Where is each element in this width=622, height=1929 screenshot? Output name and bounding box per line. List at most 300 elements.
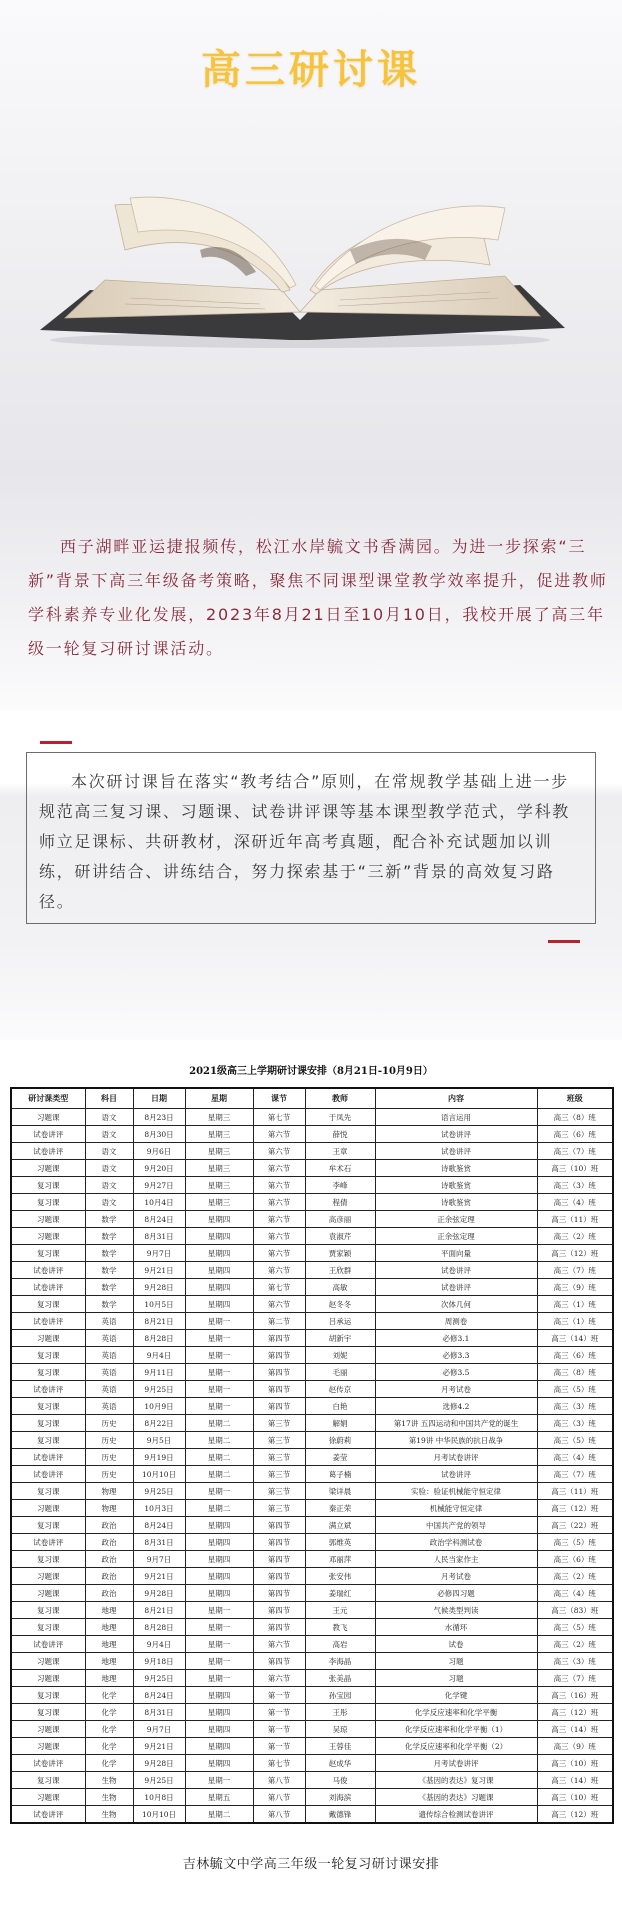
cell-subject: 地理 — [85, 1670, 133, 1687]
cell-teacher: 徐蔚莉 — [305, 1432, 375, 1449]
col-header-subject: 科目 — [85, 1088, 133, 1109]
cell-period: 第一节 — [253, 1687, 305, 1704]
cell-subject: 历史 — [85, 1415, 133, 1432]
table-row — [11, 1466, 613, 1483]
cell-subject: 语文 — [85, 1143, 133, 1160]
cell-subject: 化学 — [85, 1755, 133, 1772]
cell-weekday: 星期四 — [185, 1517, 253, 1534]
cell-class: 高三（2）班 — [537, 1636, 613, 1653]
goal-box — [26, 752, 596, 924]
cell-content: 必修3.3 — [375, 1347, 537, 1364]
table-row — [11, 1160, 613, 1177]
table-row — [11, 1517, 613, 1534]
cell-content: 试卷讲评 — [375, 1466, 537, 1483]
cell-teacher: 刘海滨 — [305, 1789, 375, 1806]
cell-date: 10月10日 — [133, 1466, 185, 1483]
cell-content: 试卷讲评 — [375, 1279, 537, 1296]
cell-teacher: 高彦丽 — [305, 1211, 375, 1228]
cell-subject: 英语 — [85, 1398, 133, 1415]
cell-period: 第四节 — [253, 1585, 305, 1602]
table-row — [11, 1313, 613, 1330]
cell-period: 第四节 — [253, 1381, 305, 1398]
cell-period: 第四节 — [253, 1398, 305, 1415]
table-row — [11, 1194, 613, 1211]
cell-type: 复习课 — [11, 1772, 85, 1789]
cell-type: 习题课 — [11, 1585, 85, 1602]
table-row — [11, 1330, 613, 1347]
cell-subject: 物理 — [85, 1483, 133, 1500]
cell-subject: 语文 — [85, 1177, 133, 1194]
cell-weekday: 星期一 — [185, 1670, 253, 1687]
table-row — [11, 1483, 613, 1500]
intro-section — [0, 470, 622, 710]
cell-content: 人民当家作主 — [375, 1551, 537, 1568]
cell-type: 复习课 — [11, 1398, 85, 1415]
cell-weekday: 星期四 — [185, 1585, 253, 1602]
cell-class: 高三（16）班 — [537, 1687, 613, 1704]
cell-weekday: 星期一 — [185, 1483, 253, 1500]
table-row — [11, 1449, 613, 1466]
cell-type: 试卷讲评 — [11, 1313, 85, 1330]
cell-subject: 生物 — [85, 1772, 133, 1789]
cell-subject: 化学 — [85, 1687, 133, 1704]
cell-subject: 英语 — [85, 1313, 133, 1330]
cell-teacher: 赵冬冬 — [305, 1296, 375, 1313]
cell-subject: 数学 — [85, 1211, 133, 1228]
cell-class: 高三（11）班 — [537, 1211, 613, 1228]
cell-content: 正余弦定理 — [375, 1211, 537, 1228]
cell-class: 高三（9）班 — [537, 1279, 613, 1296]
cell-content: 试卷讲评 — [375, 1143, 537, 1160]
cell-date: 8月24日 — [133, 1517, 185, 1534]
cell-period: 第四节 — [253, 1551, 305, 1568]
cell-content: 平面向量 — [375, 1245, 537, 1262]
cell-date: 9月25日 — [133, 1483, 185, 1500]
cell-weekday: 星期一 — [185, 1381, 253, 1398]
cell-class: 高三（3）班 — [537, 1398, 613, 1415]
cell-subject: 数学 — [85, 1262, 133, 1279]
cell-type: 复习课 — [11, 1602, 85, 1619]
table-row — [11, 1568, 613, 1585]
cell-teacher: 毛丽 — [305, 1364, 375, 1381]
cell-period: 第三节 — [253, 1500, 305, 1517]
cell-content: 第17讲 五四运动和中国共产党的诞生 — [375, 1415, 537, 1432]
cell-class: 高三（12）班 — [537, 1500, 613, 1517]
cell-class: 高三（7）班 — [537, 1143, 613, 1160]
table-row — [11, 1109, 613, 1126]
cell-type: 习题课 — [11, 1160, 85, 1177]
cell-content: 化学反应速率和化学平衡（2） — [375, 1738, 537, 1755]
cell-subject: 语文 — [85, 1194, 133, 1211]
cell-type: 试卷讲评 — [11, 1143, 85, 1160]
cell-weekday: 星期四 — [185, 1755, 253, 1772]
schedule-table — [10, 1087, 614, 1824]
cell-type: 复习课 — [11, 1432, 85, 1449]
table-row — [11, 1789, 613, 1806]
cell-class: 高三（12）班 — [537, 1806, 613, 1824]
cell-subject: 数学 — [85, 1296, 133, 1313]
cell-weekday: 星期四 — [185, 1279, 253, 1296]
cell-subject: 化学 — [85, 1704, 133, 1721]
table-row — [11, 1738, 613, 1755]
cell-content: 遗传综合检测试卷讲评 — [375, 1806, 537, 1824]
cell-class: 高三（3）班 — [537, 1415, 613, 1432]
cell-content: 化学反应速率和化学平衡 — [375, 1704, 537, 1721]
cell-type: 习题课 — [11, 1738, 85, 1755]
cell-period: 第六节 — [253, 1296, 305, 1313]
cell-class: 高三（8）班 — [537, 1109, 613, 1126]
table-row — [11, 1534, 613, 1551]
cell-date: 8月31日 — [133, 1704, 185, 1721]
cell-teacher: 马俊 — [305, 1772, 375, 1789]
table-row — [11, 1381, 613, 1398]
table-row — [11, 1432, 613, 1449]
cell-content: 习题 — [375, 1653, 537, 1670]
cell-date: 10月4日 — [133, 1194, 185, 1211]
cell-weekday: 星期一 — [185, 1619, 253, 1636]
cell-type: 复习课 — [11, 1245, 85, 1262]
cell-weekday: 星期三 — [185, 1160, 253, 1177]
cell-content: 诗歌鉴赏 — [375, 1160, 537, 1177]
cell-period: 第四节 — [253, 1653, 305, 1670]
schedule-title: 2021级高三上学期研讨课安排（8月21日-10月9日） — [189, 1066, 433, 1077]
cell-period: 第六节 — [253, 1194, 305, 1211]
cell-teacher: 吕承运 — [305, 1313, 375, 1330]
cell-teacher: 王欣群 — [305, 1262, 375, 1279]
table-row — [11, 1143, 613, 1160]
cell-type: 复习课 — [11, 1194, 85, 1211]
cell-class: 高三（14）班 — [537, 1772, 613, 1789]
cell-teacher: 高岩 — [305, 1636, 375, 1653]
cell-content: 试卷讲评 — [375, 1126, 537, 1143]
cell-weekday: 星期一 — [185, 1602, 253, 1619]
cell-date: 9月21日 — [133, 1568, 185, 1585]
cell-date: 8月22日 — [133, 1415, 185, 1432]
cell-period: 第四节 — [253, 1364, 305, 1381]
cell-period: 第六节 — [253, 1160, 305, 1177]
cell-date: 9月4日 — [133, 1636, 185, 1653]
cell-content: 必修3.1 — [375, 1330, 537, 1347]
cell-content: 月考试卷 — [375, 1381, 537, 1398]
cell-teacher: 王彤 — [305, 1704, 375, 1721]
cell-weekday: 星期二 — [185, 1806, 253, 1824]
table-row — [11, 1755, 613, 1772]
cell-date: 9月7日 — [133, 1551, 185, 1568]
page-title: 高三研讨课 — [201, 47, 421, 93]
cell-class: 高三（3）班 — [537, 1653, 613, 1670]
cell-type: 试卷讲评 — [11, 1279, 85, 1296]
table-caption: 吉林毓文中学高三年级一轮复习研讨课安排 — [182, 1857, 440, 1872]
cell-content: 水循环 — [375, 1619, 537, 1636]
table-row — [11, 1296, 613, 1313]
cell-date: 9月19日 — [133, 1449, 185, 1466]
cell-content: 月考试卷 — [375, 1568, 537, 1585]
cell-subject: 英语 — [85, 1347, 133, 1364]
cell-teacher: 程倩 — [305, 1194, 375, 1211]
table-row — [11, 1704, 613, 1721]
col-header-class: 班级 — [537, 1088, 613, 1109]
cell-weekday: 星期三 — [185, 1109, 253, 1126]
cell-type: 试卷讲评 — [11, 1262, 85, 1279]
cell-weekday: 星期一 — [185, 1347, 253, 1364]
cell-teacher: 赵传京 — [305, 1381, 375, 1398]
table-row — [11, 1687, 613, 1704]
cell-class: 高三（5）班 — [537, 1534, 613, 1551]
cell-period: 第六节 — [253, 1245, 305, 1262]
table-row — [11, 1245, 613, 1262]
cell-type: 习题课 — [11, 1211, 85, 1228]
cell-content: 中国共产党的领导 — [375, 1517, 537, 1534]
cell-weekday: 星期一 — [185, 1330, 253, 1347]
cell-date: 9月7日 — [133, 1721, 185, 1738]
cell-weekday: 星期三 — [185, 1194, 253, 1211]
cell-content: 月考试卷讲评 — [375, 1755, 537, 1772]
cell-class: 高三（22）班 — [537, 1517, 613, 1534]
cell-teacher: 李海晶 — [305, 1653, 375, 1670]
cell-period: 第三节 — [253, 1415, 305, 1432]
table-row — [11, 1279, 613, 1296]
cell-period: 第八节 — [253, 1789, 305, 1806]
cell-subject: 历史 — [85, 1466, 133, 1483]
intro-paragraph: 西子湖畔亚运捷报频传，松江水岸毓文书香满园。为进一步探索“三新”背景下高三年级备考策略，聚焦不同课型课堂教学效率提升，促进教师学科素养专业化发展，2023年8月21日至10月10日，我校开展了高三年级一轮复习研讨课活动。 — [28, 537, 608, 658]
cell-date: 9月11日 — [133, 1364, 185, 1381]
cell-content: 实验：验证机械能守恒定律 — [375, 1483, 537, 1500]
cell-subject: 地理 — [85, 1636, 133, 1653]
cell-weekday: 星期四 — [185, 1687, 253, 1704]
cell-type: 习题课 — [11, 1789, 85, 1806]
cell-weekday: 星期一 — [185, 1398, 253, 1415]
cell-content: 习题 — [375, 1670, 537, 1687]
cell-weekday: 星期四 — [185, 1551, 253, 1568]
cell-content: 周测卷 — [375, 1313, 537, 1330]
goal-section — [0, 710, 622, 1040]
cell-weekday: 星期三 — [185, 1126, 253, 1143]
cell-teacher: 李峰 — [305, 1177, 375, 1194]
cell-period: 第三节 — [253, 1449, 305, 1466]
cell-teacher: 孙宝园 — [305, 1687, 375, 1704]
cell-type: 习题课 — [11, 1653, 85, 1670]
cell-class: 高三（6）班 — [537, 1126, 613, 1143]
cell-subject: 数学 — [85, 1279, 133, 1296]
cell-class: 高三（6）班 — [537, 1551, 613, 1568]
cell-weekday: 星期一 — [185, 1772, 253, 1789]
cell-date: 9月28日 — [133, 1755, 185, 1772]
cell-subject: 语文 — [85, 1126, 133, 1143]
cell-period: 第四节 — [253, 1568, 305, 1585]
cell-class: 高三（2）班 — [537, 1228, 613, 1245]
table-row — [11, 1500, 613, 1517]
cell-weekday: 星期一 — [185, 1653, 253, 1670]
cell-date: 8月21日 — [133, 1313, 185, 1330]
cell-content: 气候类型判读 — [375, 1602, 537, 1619]
cell-weekday: 星期二 — [185, 1432, 253, 1449]
cell-class: 高三（83）班 — [537, 1602, 613, 1619]
cell-date: 9月28日 — [133, 1279, 185, 1296]
table-row — [11, 1636, 613, 1653]
cell-type: 习题课 — [11, 1721, 85, 1738]
cell-class: 高三（4）班 — [537, 1449, 613, 1466]
cell-subject: 政治 — [85, 1551, 133, 1568]
cell-content: 诗歌鉴赏 — [375, 1194, 537, 1211]
cell-teacher: 梁详晨 — [305, 1483, 375, 1500]
cell-type: 复习课 — [11, 1483, 85, 1500]
cell-content: 诗歌鉴赏 — [375, 1177, 537, 1194]
table-row — [11, 1126, 613, 1143]
cell-teacher: 于凤先 — [305, 1109, 375, 1126]
cell-teacher: 张美晶 — [305, 1670, 375, 1687]
cell-period: 第四节 — [253, 1347, 305, 1364]
col-header-period: 课节 — [253, 1088, 305, 1109]
cell-teacher: 赵成华 — [305, 1755, 375, 1772]
cell-type: 试卷讲评 — [11, 1449, 85, 1466]
cell-period: 第三节 — [253, 1466, 305, 1483]
cell-type: 复习课 — [11, 1687, 85, 1704]
cell-period: 第七节 — [253, 1109, 305, 1126]
cell-date: 10月3日 — [133, 1500, 185, 1517]
cell-subject: 地理 — [85, 1653, 133, 1670]
cell-class: 高三（10）班 — [537, 1789, 613, 1806]
table-row — [11, 1721, 613, 1738]
cell-weekday: 星期一 — [185, 1364, 253, 1381]
table-row — [11, 1806, 613, 1824]
cell-teacher: 姜瑞红 — [305, 1585, 375, 1602]
cell-content: 语言运用 — [375, 1109, 537, 1126]
cell-subject: 数学 — [85, 1245, 133, 1262]
table-row — [11, 1602, 613, 1619]
cell-content: 必修四习题 — [375, 1585, 537, 1602]
cell-teacher: 姜莹 — [305, 1449, 375, 1466]
cell-weekday: 星期四 — [185, 1296, 253, 1313]
cell-subject: 政治 — [85, 1534, 133, 1551]
cell-type: 复习课 — [11, 1619, 85, 1636]
cell-weekday: 星期四 — [185, 1534, 253, 1551]
cell-subject: 化学 — [85, 1721, 133, 1738]
cell-date: 9月28日 — [133, 1585, 185, 1602]
cell-period: 第六节 — [253, 1126, 305, 1143]
cell-date: 9月18日 — [133, 1653, 185, 1670]
cell-date: 9月20日 — [133, 1160, 185, 1177]
cell-period: 第六节 — [253, 1211, 305, 1228]
cell-date: 9月21日 — [133, 1262, 185, 1279]
cell-class: 高三（5）班 — [537, 1432, 613, 1449]
schedule-body — [11, 1109, 613, 1824]
cell-date: 8月21日 — [133, 1602, 185, 1619]
table-row — [11, 1228, 613, 1245]
cell-subject: 语文 — [85, 1109, 133, 1126]
cell-teacher: 吴琼 — [305, 1721, 375, 1738]
cell-class: 高三（10）班 — [537, 1755, 613, 1772]
cell-class: 高三（5）班 — [537, 1619, 613, 1636]
cell-teacher: 满立斌 — [305, 1517, 375, 1534]
cell-content: 必修3.5 — [375, 1364, 537, 1381]
hero-banner — [0, 0, 622, 470]
cell-class: 高三（8）班 — [537, 1364, 613, 1381]
table-row — [11, 1653, 613, 1670]
cell-teacher: 秦正荣 — [305, 1500, 375, 1517]
cell-type: 试卷讲评 — [11, 1636, 85, 1653]
table-row — [11, 1619, 613, 1636]
cell-date: 8月23日 — [133, 1109, 185, 1126]
cell-date: 9月25日 — [133, 1381, 185, 1398]
cell-weekday: 星期二 — [185, 1415, 253, 1432]
cell-type: 复习课 — [11, 1296, 85, 1313]
cell-type: 试卷讲评 — [11, 1534, 85, 1551]
cell-type: 试卷讲评 — [11, 1466, 85, 1483]
cell-teacher: 王蓉佳 — [305, 1738, 375, 1755]
cell-class: 高三（9）班 — [537, 1738, 613, 1755]
cell-type: 复习课 — [11, 1517, 85, 1534]
cell-period: 第三节 — [253, 1483, 305, 1500]
cell-teacher: 袁淑芹 — [305, 1228, 375, 1245]
cell-teacher: 王章 — [305, 1143, 375, 1160]
cell-content: 政治学科测试卷 — [375, 1534, 537, 1551]
cell-date: 10月10日 — [133, 1806, 185, 1824]
cell-period: 第一节 — [253, 1721, 305, 1738]
cell-teacher: 邓丽萍 — [305, 1551, 375, 1568]
cell-date: 9月25日 — [133, 1772, 185, 1789]
table-row — [11, 1364, 613, 1381]
cell-subject: 政治 — [85, 1517, 133, 1534]
open-book-illustration — [20, 180, 580, 350]
cell-period: 第四节 — [253, 1330, 305, 1347]
accent-bar-top — [40, 741, 72, 744]
cell-subject: 英语 — [85, 1381, 133, 1398]
cell-subject: 生物 — [85, 1806, 133, 1824]
cell-weekday: 星期一 — [185, 1636, 253, 1653]
cell-content: 化学键 — [375, 1687, 537, 1704]
cell-period: 第八节 — [253, 1806, 305, 1824]
cell-period: 第六节 — [253, 1143, 305, 1160]
cell-period: 第六节 — [253, 1228, 305, 1245]
table-row — [11, 1211, 613, 1228]
cell-date: 8月30日 — [133, 1126, 185, 1143]
cell-type: 复习课 — [11, 1177, 85, 1194]
cell-date: 10月8日 — [133, 1789, 185, 1806]
cell-class: 高三（2）班 — [537, 1568, 613, 1585]
cell-class: 高三（12）班 — [537, 1704, 613, 1721]
cell-period: 第六节 — [253, 1636, 305, 1653]
cell-type: 试卷讲评 — [11, 1126, 85, 1143]
cell-subject: 化学 — [85, 1738, 133, 1755]
cell-type: 复习课 — [11, 1347, 85, 1364]
cell-type: 习题课 — [11, 1330, 85, 1347]
cell-type: 试卷讲评 — [11, 1381, 85, 1398]
cell-weekday: 星期四 — [185, 1721, 253, 1738]
cell-subject: 数学 — [85, 1228, 133, 1245]
cell-period: 第四节 — [253, 1619, 305, 1636]
cell-date: 8月28日 — [133, 1619, 185, 1636]
cell-date: 8月28日 — [133, 1330, 185, 1347]
cell-weekday: 星期四 — [185, 1262, 253, 1279]
cell-subject: 历史 — [85, 1449, 133, 1466]
cell-subject: 历史 — [85, 1432, 133, 1449]
cell-period: 第六节 — [253, 1262, 305, 1279]
goal-paragraph: 本次研讨课旨在落实“教考结合”原则，在常规教学基础上进一步规范高三复习课、习题课、试卷讲评课等基本课型教学范式，学科教师立足课标、共研教材，深研近年高考真题，配合补充试题加以训练，研讲结合、讲练结合，努力探索基于“三新”背景的高效复习路径。 — [39, 772, 571, 911]
cell-class: 高三（7）班 — [537, 1670, 613, 1687]
table-row — [11, 1262, 613, 1279]
cell-weekday: 星期四 — [185, 1704, 253, 1721]
cell-class: 高三（7）班 — [537, 1466, 613, 1483]
cell-date: 8月24日 — [133, 1687, 185, 1704]
table-row — [11, 1398, 613, 1415]
cell-class: 高三（14）班 — [537, 1330, 613, 1347]
cell-class: 高三（14）班 — [537, 1721, 613, 1738]
cell-class: 高三（5）班 — [537, 1381, 613, 1398]
cell-date: 9月4日 — [133, 1347, 185, 1364]
cell-teacher: 薛悦 — [305, 1126, 375, 1143]
cell-class: 高三（7）班 — [537, 1262, 613, 1279]
cell-type: 复习课 — [11, 1704, 85, 1721]
